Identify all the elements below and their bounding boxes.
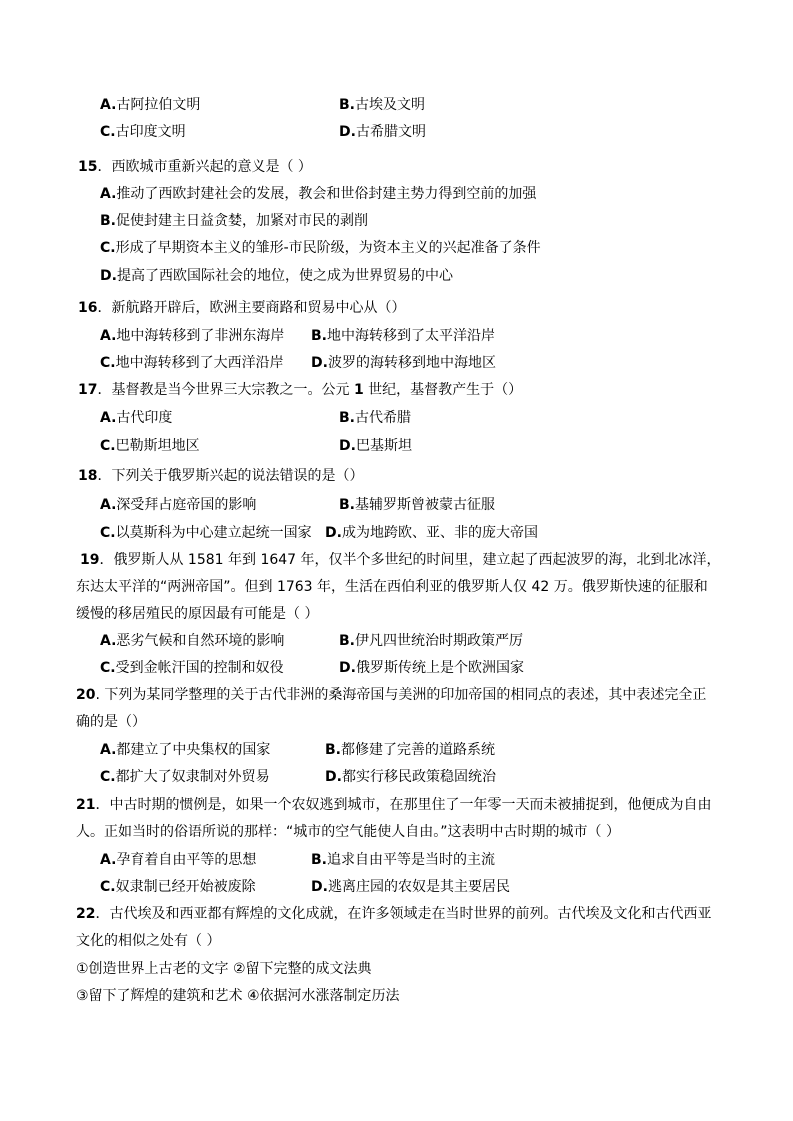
- q21-stem-line-1: 21．中古时期的惯例是，如果一个农奴逃到城市，在那里住了一年零一天而未被捕捉到，他便成为自由: [76, 797, 712, 813]
- q16-option-c: C.地中海转移到了大西洋沿岸: [100, 355, 284, 371]
- q21-option-c: C.奴隶制已经开始被废除: [100, 879, 256, 895]
- q18-option-b: B.基辅罗斯曾被蒙古征服: [339, 497, 495, 513]
- q19-stem-line-2: 东达太平洋的“两洲帝国”。但到 1763 年，生活在西伯利亚的俄罗斯人仅 42 万。俄罗斯快速的征服和: [76, 579, 708, 595]
- q17-option-c: C.巴勒斯坦地区: [100, 438, 200, 454]
- q21-option-a: A.孕育着自由平等的思想: [100, 852, 257, 868]
- q19-option-b: B.伊凡四世统治时期政策严厉: [339, 633, 523, 649]
- q18-option-d: D.成为地跨欧、亚、非的庞大帝国: [325, 525, 538, 541]
- q17-option-a: A.古代印度: [100, 410, 173, 426]
- q22-items-line-1: ①创造世界上古老的文字 ②留下完整的成文法典: [76, 961, 372, 977]
- q20-option-b: B.都修建了完善的道路系统: [325, 742, 495, 758]
- q19-stem-line-1: 19．俄罗斯人从 1581 年到 1647 年，仅半个多世纪的时间里，建立起了西起波罗的海，北到北冰洋，: [80, 552, 721, 568]
- q20-option-c: C.都扩大了奴隶制对外贸易: [100, 769, 270, 785]
- q17-option-b: B.古代希腊: [339, 410, 411, 426]
- q16-option-b: B.地中海转移到了太平洋沿岸: [311, 328, 495, 344]
- q21-option-d: D.逃离庄园的农奴是其主要居民: [311, 879, 510, 895]
- q21-option-b: B.追求自由平等是当时的主流: [311, 852, 495, 868]
- q22-items-line-2: ③留下了辉煌的建筑和艺术 ④依据河水涨落制定历法: [76, 988, 400, 1004]
- q17-option-d: D.巴基斯坦: [339, 438, 412, 454]
- q20-stem-line-2: 确的是（）: [76, 714, 146, 730]
- q18-option-c: C.以莫斯科为中心建立起统一国家: [100, 525, 312, 541]
- q15-option-b: B.促使封建主日益贪婪，加紧对市民的剥削: [100, 213, 368, 229]
- q14-option-c: C.古印度文明: [100, 124, 186, 140]
- q20-option-d: D.都实行移民政策稳固统治: [325, 769, 496, 785]
- q17-stem: 17．基督教是当今世界三大宗教之一。公元 1 世纪，基督教产生于（）: [78, 382, 523, 398]
- q22-stem-line-2: 文化的相似之处有（ ）: [76, 933, 221, 949]
- q19-option-d: D.俄罗斯传统上是个欧洲国家: [339, 660, 524, 676]
- q22-stem-line-1: 22．古代埃及和西亚都有辉煌的文化成就，在许多领域走在当时世界的前列。古代埃及文化和古代西亚: [76, 906, 712, 922]
- q20-option-a: A.都建立了中央集权的国家: [100, 742, 271, 758]
- q16-stem: 16．新航路开辟后，欧洲主要商路和贸易中心从（）: [78, 300, 406, 316]
- q18-option-a: A.深受拜占庭帝国的影响: [100, 497, 257, 513]
- q16-option-a: A.地中海转移到了非洲东海岸: [100, 328, 285, 344]
- q21-stem-line-2: 人。正如当时的俗语所说的那样：“城市的空气能使人自由。”这表明中古时期的城市（ ）: [76, 824, 620, 840]
- q14-option-b: B.古埃及文明: [339, 97, 425, 113]
- q14-option-d: D.古希腊文明: [339, 124, 426, 140]
- q15-option-c: C.形成了早期资本主义的雏形-市民阶级，为资本主义的兴起准备了条件: [100, 240, 541, 256]
- q20-stem-line-1: 20. 下列为某同学整理的关于古代非洲的桑海帝国与美洲的印加帝国的相同点的表述，其中表述完全正: [76, 687, 707, 703]
- q18-stem: 18．下列关于俄罗斯兴起的说法错误的是（）: [78, 468, 364, 484]
- q15-option-a: A.推动了西欧封建社会的发展，教会和世俗封建主势力得到空前的加强: [100, 186, 537, 202]
- q15-option-d: D.提高了西欧国际社会的地位，使之成为世界贸易的中心: [100, 268, 453, 284]
- q19-option-a: A.恶劣气候和自然环境的影响: [100, 633, 285, 649]
- q14-option-a: A.古阿拉伯文明: [100, 97, 201, 113]
- q16-option-d: D.波罗的海转移到地中海地区: [311, 355, 496, 371]
- q19-option-c: C.受到金帐汗国的控制和奴役: [100, 660, 284, 676]
- q15-stem: 15．西欧城市重新兴起的意义是（ ）: [78, 159, 312, 175]
- q19-stem-line-3: 缓慢的移居殖民的原因最有可能是（ ）: [76, 606, 319, 622]
